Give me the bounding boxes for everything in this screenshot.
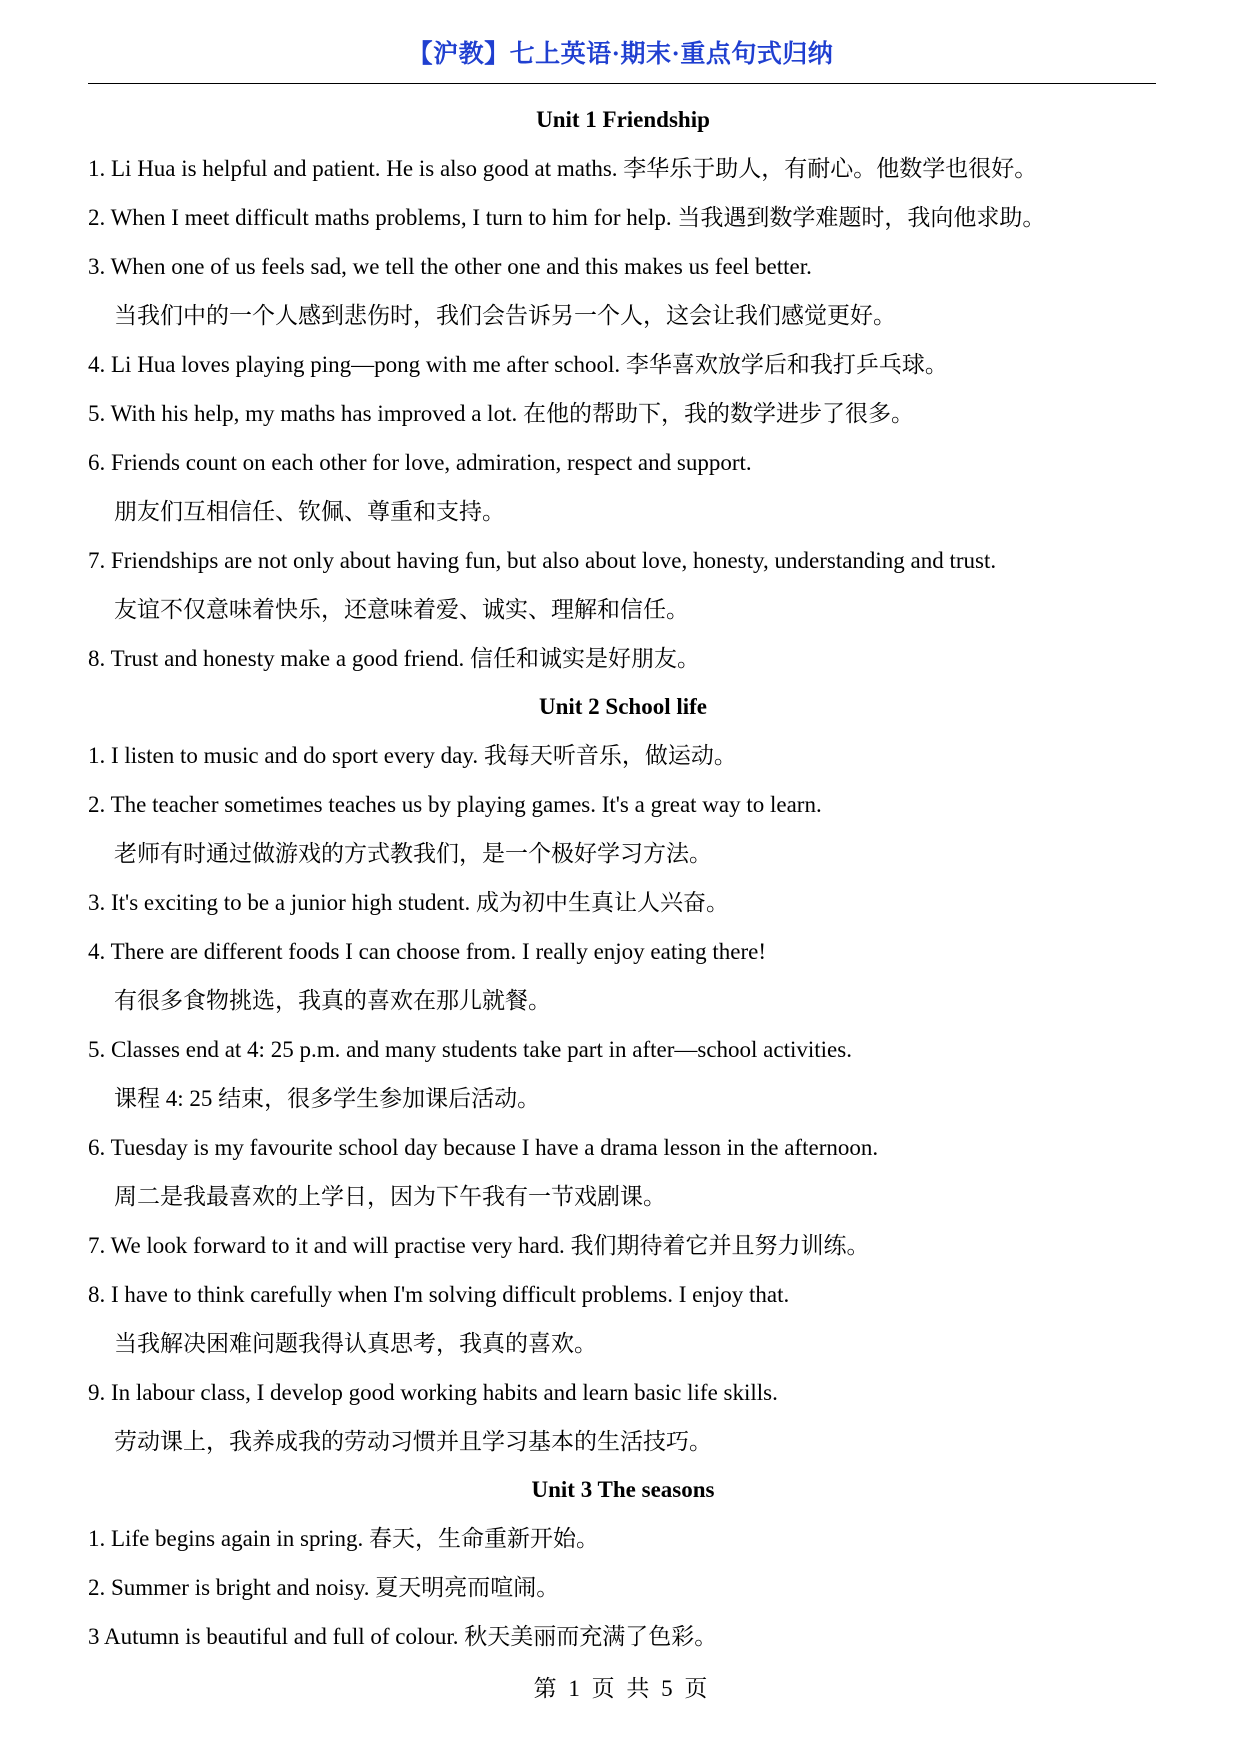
translation-line: 当我们中的一个人感到悲伤时，我们会告诉另一个人，这会让我们感觉更好。 bbox=[114, 303, 896, 328]
sentence-line: 6. Tuesday is my favourite school day because I have a drama lesson in the afternoon. bbox=[88, 1135, 879, 1160]
unit-title: Unit 2 School life bbox=[538, 694, 708, 719]
sentence-line: 3. When one of us feels sad, we tell the other one and this makes us feel better. bbox=[88, 254, 812, 279]
sentence-line: 8. Trust and honesty make a good friend. 信任和诚实是好朋友。 bbox=[88, 646, 701, 671]
sentence-line: 9. In labour class, I develop good working habits and learn basic life skills. bbox=[88, 1380, 778, 1405]
sentence-line: 7. Friendships are not only about having fun, but also about love, honesty, understanding and trust. bbox=[88, 548, 997, 573]
translation-line: 当我解决困难问题我得认真思考，我真的喜欢。 bbox=[114, 1331, 597, 1356]
unit-title: Unit 3 The seasons bbox=[531, 1477, 715, 1502]
sentence-line: 6. Friends count on each other for love, admiration, respect and support. bbox=[88, 450, 752, 475]
translation-line: 老师有时通过做游戏的方式教我们，是一个极好学习方法。 bbox=[114, 841, 712, 866]
translation-line: 朋友们互相信任、钦佩、尊重和支持。 bbox=[114, 499, 505, 524]
translation-line: 课程 4: 25 结束，很多学生参加课后活动。 bbox=[114, 1086, 541, 1111]
sentence-line: 2. The teacher sometimes teaches us by playing games. It's a great way to learn. bbox=[88, 792, 822, 817]
translation-line: 周二是我最喜欢的上学日，因为下午我有一节戏剧课。 bbox=[114, 1184, 666, 1209]
sentence-line: 2. When I meet difficult maths problems, I turn to him for help. 当我遇到数学难题时，我向他求助。 bbox=[88, 205, 1046, 230]
translation-line: 劳动课上，我养成我的劳动习惯并且学习基本的生活技巧。 bbox=[114, 1429, 712, 1454]
unit-title: Unit 1 Friendship bbox=[536, 107, 710, 132]
header-divider bbox=[88, 83, 1156, 84]
translation-line: 友谊不仅意味着快乐，还意味着爱、诚实、理解和信任。 bbox=[114, 597, 689, 622]
sentence-line: 4. There are different foods I can choose from. I really enjoy eating there! bbox=[88, 939, 766, 964]
document-body bbox=[88, 96, 1158, 1661]
translation-line: 有很多食物挑选，我真的喜欢在那儿就餐。 bbox=[114, 988, 551, 1013]
sentence-line: 2. Summer is bright and noisy. 夏天明亮而喧闹。 bbox=[88, 1575, 560, 1600]
sentence-line: 1. Li Hua is helpful and patient. He is also good at maths. 李华乐于助人，有耐心。他数学也很好。 bbox=[88, 156, 1038, 181]
sentence-line: 8. I have to think carefully when I'm solving difficult problems. I enjoy that. bbox=[88, 1282, 790, 1307]
sentence-line: 3 Autumn is beautiful and full of colour. 秋天美丽而充满了色彩。 bbox=[88, 1624, 718, 1649]
sentence-line: 4. Li Hua loves playing ping—pong with me after school. 李华喜欢放学后和我打乒乓球。 bbox=[88, 352, 948, 377]
sentence-line: 5. With his help, my maths has improved a lot. 在他的帮助下，我的数学进步了很多。 bbox=[88, 401, 914, 426]
sentence-line: 1. Life begins again in spring. 春天，生命重新开始。 bbox=[88, 1526, 600, 1551]
sentence-line: 7. We look forward to it and will practise very hard. 我们期待着它并且努力训练。 bbox=[88, 1233, 870, 1258]
sentence-line: 3. It's exciting to be a junior high student. 成为初中生真让人兴奋。 bbox=[88, 890, 730, 915]
page-number: 第 1 页 共 5 页 bbox=[533, 1676, 708, 1701]
sentence-line: 5. Classes end at 4: 25 p.m. and many students take part in after—school activities. bbox=[88, 1037, 852, 1062]
document-header-title: 【沪教】七上英语·期末·重点句式归纳 bbox=[407, 41, 834, 68]
sentence-line: 1. I listen to music and do sport every day. 我每天听音乐，做运动。 bbox=[88, 743, 737, 768]
